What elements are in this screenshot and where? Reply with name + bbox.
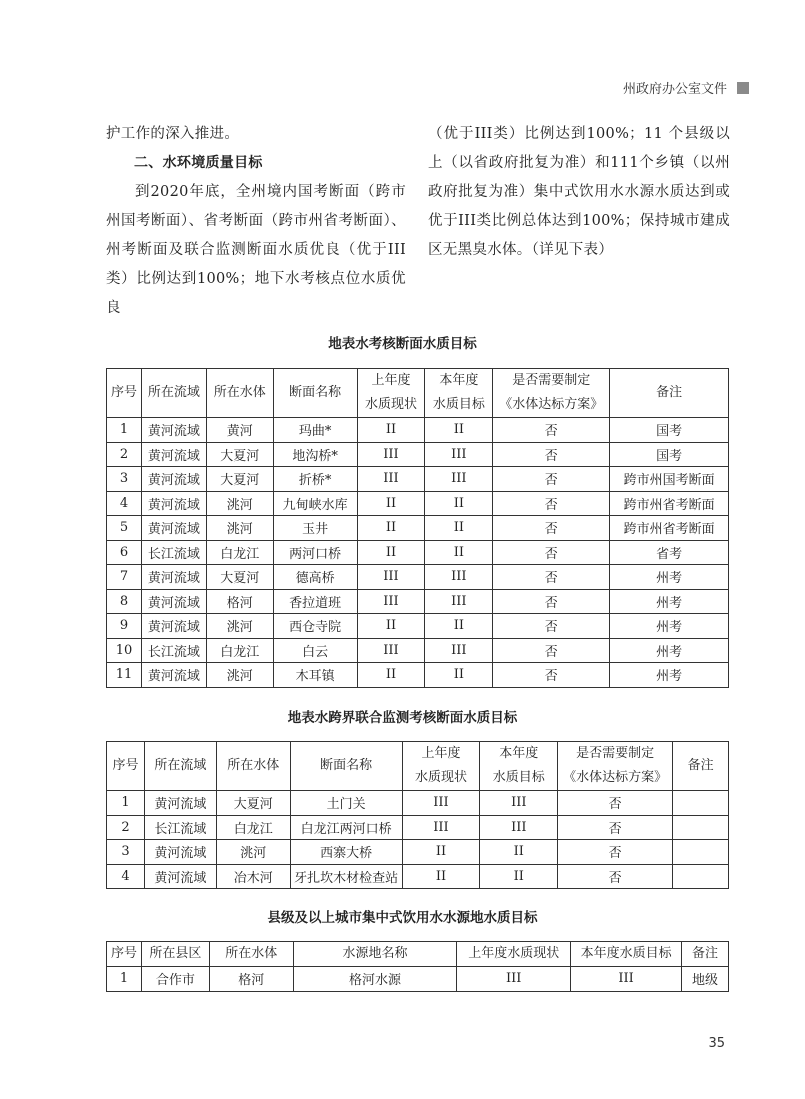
- table-cell: 地沟桥*: [273, 442, 357, 467]
- table-cell: II: [357, 614, 425, 639]
- table-cell: 大夏河: [206, 565, 273, 590]
- table-cell: 黄河流域: [141, 614, 206, 639]
- table-cell: 1: [107, 967, 142, 992]
- header-cell: 断面名称: [290, 742, 402, 791]
- table-cell: 3: [107, 467, 142, 492]
- table-cell: 州考: [610, 589, 729, 614]
- table-row: [107, 467, 729, 492]
- table-header-row: [107, 742, 729, 791]
- table-cell: II: [357, 540, 425, 565]
- table-cell: 否: [493, 638, 610, 663]
- table-cell: III: [425, 467, 493, 492]
- section-heading: 二、水环境质量目标: [134, 155, 263, 171]
- table-cell: 州考: [610, 663, 729, 688]
- table-header-row: [107, 942, 729, 967]
- table-cell: 洮河: [216, 840, 290, 865]
- table-cell: III: [480, 791, 558, 816]
- header-line: 本年度: [499, 746, 539, 761]
- table-cell: 黄河流域: [141, 467, 206, 492]
- table-cell: 9: [107, 614, 142, 639]
- header-cell: 本年度水质目标: [571, 942, 682, 967]
- header-line: 水质现状: [414, 770, 467, 785]
- header-cell: 所在流域: [144, 742, 216, 791]
- header-cell: 所在流域: [141, 369, 206, 418]
- table-cell: 4: [107, 864, 145, 889]
- table-cell: 国考: [610, 418, 729, 443]
- table-cell: 黄河流域: [141, 516, 206, 541]
- table-cell: III: [425, 638, 493, 663]
- header-line: 水质目标: [492, 770, 545, 785]
- table-cell: 7: [107, 565, 142, 590]
- table-cell: 土门关: [290, 791, 402, 816]
- table-cell: 折桥*: [273, 467, 357, 492]
- table-cell: 合作市: [141, 967, 209, 992]
- table-cell: 黄河流域: [141, 491, 206, 516]
- table-cell: 否: [493, 540, 610, 565]
- header-line: 《水体达标方案》: [499, 397, 604, 412]
- table-cell: 11: [107, 663, 142, 688]
- table-cell: 否: [493, 614, 610, 639]
- table-cell: 九甸峡水库: [273, 491, 357, 516]
- table-cell: II: [357, 663, 425, 688]
- table-cell: 长江流域: [141, 638, 206, 663]
- table-cell: 10: [107, 638, 142, 663]
- table-row: [107, 516, 729, 541]
- table-cell: 跨市州国考断面: [610, 467, 729, 492]
- table-cell: 白云: [273, 638, 357, 663]
- table-cell: III: [357, 565, 425, 590]
- table3-caption: 县级及以上城市集中式饮用水水源地水质目标: [267, 910, 538, 926]
- table-cell: 否: [558, 864, 673, 889]
- table-cell: 否: [493, 491, 610, 516]
- header-cell: [402, 742, 480, 791]
- table-cell: 大夏河: [206, 467, 273, 492]
- table-row: [107, 815, 729, 840]
- table-cell: II: [425, 491, 493, 516]
- table-cell: III: [457, 967, 571, 992]
- header-line: 水质现状: [364, 397, 417, 412]
- header-cell: 断面名称: [273, 369, 357, 418]
- table-cell: 否: [558, 815, 673, 840]
- table-cell: 西寨大桥: [290, 840, 402, 865]
- table-cell: 黄河流域: [144, 864, 216, 889]
- header-cell: [493, 369, 610, 418]
- table-row: [107, 565, 729, 590]
- table-cell: 玉井: [273, 516, 357, 541]
- header-cell: 上年度水质现状: [457, 942, 571, 967]
- table-cell: 否: [493, 467, 610, 492]
- table-cell: 西仓寺院: [273, 614, 357, 639]
- table-cell: 洮河: [206, 614, 273, 639]
- table-cell: II: [425, 540, 493, 565]
- header-line: 水质目标: [432, 397, 485, 412]
- header-cell: 所在水体: [216, 742, 290, 791]
- body-right-column: [428, 120, 730, 265]
- table-cell: 州考: [610, 614, 729, 639]
- table-cell: III: [425, 589, 493, 614]
- header-cell: 所在水体: [206, 369, 273, 418]
- table-cell: 黄河流域: [141, 565, 206, 590]
- table-cell: III: [425, 565, 493, 590]
- table1-caption: 地表水考核断面水质目标: [328, 336, 477, 352]
- table-cell: 两河口桥: [273, 540, 357, 565]
- header-cell: 序号: [107, 942, 142, 967]
- body-paragraph: 到2020年底，全州境内国考断面（跨市州国考断面）、省考断面（跨市州省考断面）、州考断面及联合监测断面水质优良（优于III类）比例达到100%；地下水考核点位水质优良: [106, 184, 406, 316]
- table-cell: 州考: [610, 638, 729, 663]
- table-cell: 洮河: [206, 516, 273, 541]
- table2: [106, 741, 729, 889]
- table-cell: 长江流域: [144, 815, 216, 840]
- table-cell: [673, 840, 729, 865]
- table-row: [107, 638, 729, 663]
- header-line: 上年度: [371, 373, 411, 388]
- header-label: 州政府办公室文件: [622, 82, 727, 97]
- table-cell: 否: [493, 663, 610, 688]
- table-cell: II: [425, 418, 493, 443]
- table-row: [107, 791, 729, 816]
- table-cell: 1: [107, 791, 145, 816]
- table-cell: 德高桥: [273, 565, 357, 590]
- table-cell: 跨市州省考断面: [610, 491, 729, 516]
- table-cell: 否: [493, 589, 610, 614]
- table-cell: II: [480, 864, 558, 889]
- table-cell: II: [357, 418, 425, 443]
- table-cell: 地级: [682, 967, 729, 992]
- table-cell: 省考: [610, 540, 729, 565]
- table-cell: 黄河流域: [141, 418, 206, 443]
- header-line: 是否需要制定: [512, 373, 591, 388]
- table-cell: 香拉道班: [273, 589, 357, 614]
- table-row: [107, 491, 729, 516]
- header-cell: [425, 369, 493, 418]
- table-cell: III: [425, 442, 493, 467]
- table-cell: [673, 815, 729, 840]
- table-cell: 州考: [610, 565, 729, 590]
- table-cell: III: [357, 589, 425, 614]
- body-paragraph: （优于III类）比例达到100%；11 个县级以上（以省政府批复为准）和111个乡镇（以州政府批复为准）集中式饮用水水源水质达到或优于III类比例总体达到100%；保持城市建成区无黑臭水体。（详见下表）: [428, 126, 730, 258]
- table-cell: 黄河流域: [141, 589, 206, 614]
- table-row: [107, 442, 729, 467]
- table-cell: 黄河流域: [141, 663, 206, 688]
- table-cell: III: [402, 815, 480, 840]
- table-cell: 大夏河: [216, 791, 290, 816]
- table-cell: II: [402, 864, 480, 889]
- table-cell: 否: [558, 791, 673, 816]
- table-cell: III: [357, 442, 425, 467]
- header-cell: 备注: [673, 742, 729, 791]
- header-cell: 所在县区: [141, 942, 209, 967]
- table-cell: 6: [107, 540, 142, 565]
- table-cell: 跨市州省考断面: [610, 516, 729, 541]
- table-cell: 否: [493, 442, 610, 467]
- header-cell: 序号: [107, 742, 145, 791]
- table-cell: 黄河: [206, 418, 273, 443]
- header-line: 上年度: [421, 746, 461, 761]
- table-row: [107, 864, 729, 889]
- table-cell: 白龙江: [216, 815, 290, 840]
- table-cell: 洮河: [206, 663, 273, 688]
- table-row: [107, 840, 729, 865]
- body-line: 护工作的深入推进。: [106, 126, 240, 142]
- table-row: [107, 418, 729, 443]
- table-cell: III: [357, 638, 425, 663]
- table-cell: 否: [558, 840, 673, 865]
- page-number: 35: [708, 1036, 725, 1051]
- table-cell: 国考: [610, 442, 729, 467]
- table-cell: 黄河流域: [141, 442, 206, 467]
- table-cell: III: [357, 467, 425, 492]
- table-cell: 黄河流域: [144, 791, 216, 816]
- table-cell: 木耳镇: [273, 663, 357, 688]
- table-cell: 牙扎坎木材检查站: [290, 864, 402, 889]
- table-cell: 白龙江两河口桥: [290, 815, 402, 840]
- header-cell: [357, 369, 425, 418]
- table-cell: 1: [107, 418, 142, 443]
- table-cell: 2: [107, 442, 142, 467]
- table2-caption: 地表水跨界联合监测考核断面水质目标: [287, 710, 518, 726]
- header-cell: 所在水体: [209, 942, 293, 967]
- body-left-column: [106, 120, 406, 323]
- table1: [106, 368, 729, 688]
- table-row: [107, 540, 729, 565]
- table-cell: [673, 864, 729, 889]
- header-cell: [480, 742, 558, 791]
- table-cell: 格河: [206, 589, 273, 614]
- table-cell: II: [402, 840, 480, 865]
- table-cell: II: [357, 491, 425, 516]
- table-cell: II: [357, 516, 425, 541]
- table-cell: 格河: [209, 967, 293, 992]
- table-cell: 8: [107, 589, 142, 614]
- table-cell: 2: [107, 815, 145, 840]
- table-cell: 玛曲*: [273, 418, 357, 443]
- table-cell: 否: [493, 418, 610, 443]
- table-cell: 否: [493, 565, 610, 590]
- table-cell: 5: [107, 516, 142, 541]
- table-cell: 黄河流域: [144, 840, 216, 865]
- header-cell: 备注: [610, 369, 729, 418]
- table-cell: 长江流域: [141, 540, 206, 565]
- header-cell: [558, 742, 673, 791]
- header-cell: 水源地名称: [293, 942, 457, 967]
- table3: [106, 941, 729, 992]
- table-cell: 大夏河: [206, 442, 273, 467]
- table-cell: II: [480, 840, 558, 865]
- table-cell: 冶木河: [216, 864, 290, 889]
- header-square-mark: [737, 82, 749, 94]
- table-cell: 4: [107, 491, 142, 516]
- header-line: 《水体达标方案》: [563, 770, 668, 785]
- header-cell: 备注: [682, 942, 729, 967]
- table-row: [107, 589, 729, 614]
- header-cell: 序号: [107, 369, 142, 418]
- table-cell: 3: [107, 840, 145, 865]
- table-row: [107, 614, 729, 639]
- table-cell: II: [425, 614, 493, 639]
- table-cell: III: [571, 967, 682, 992]
- table-cell: II: [425, 663, 493, 688]
- table-row: [107, 663, 729, 688]
- table-cell: III: [402, 791, 480, 816]
- table-cell: II: [425, 516, 493, 541]
- table-cell: 洮河: [206, 491, 273, 516]
- table-cell: III: [480, 815, 558, 840]
- table-cell: 否: [493, 516, 610, 541]
- table-row: [107, 967, 729, 992]
- header-line: 是否需要制定: [576, 746, 655, 761]
- table-cell: [673, 791, 729, 816]
- running-header: [623, 78, 749, 97]
- table-header-row: [107, 369, 729, 418]
- table-cell: 白龙江: [206, 638, 273, 663]
- header-line: 本年度: [439, 373, 479, 388]
- table-cell: 格河水源: [293, 967, 457, 992]
- table-cell: 白龙江: [206, 540, 273, 565]
